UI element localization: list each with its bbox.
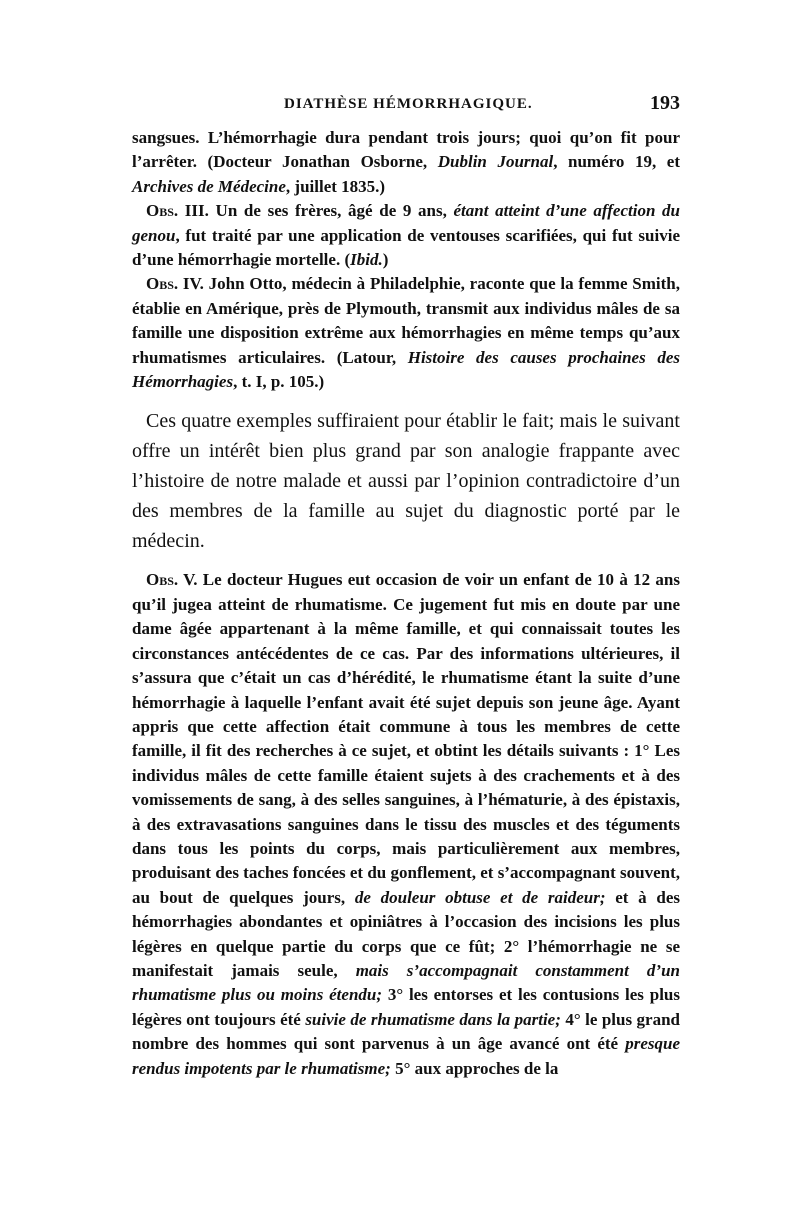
page-number: 193 xyxy=(650,92,680,114)
continuation-paragraph: sangsues. L’hémorrhagie dura pendant trois jours; quoi qu’on fit pour l’arrêter. (Docteur Jonathan Osborne, Dublin Journal, numéro 19, et Archives de Médecine, juillet 1835.) xyxy=(132,128,680,196)
observation-label: Obs. V. xyxy=(146,570,198,590)
main-paragraph: Ces quatre exemples suffiraient pour établir le fait; mais le suivant offre un intérêt bien plus grand par son analogie frappante avec l’histoire de notre malade et aussi par l’opinion contradictoire d’un des membres de la famille au sujet du diagnostic porté par le médecin. xyxy=(132,410,680,553)
page-header xyxy=(132,92,680,122)
page-body xyxy=(132,126,680,1081)
observation-5-block xyxy=(132,568,680,1081)
observation-3: Obs. III. Un de ses frères, âgé de 9 ans, étant atteint d’une affection du genou, fut traité par une application de ventouses scarifiées, qui fut suivie d’une hémorrhagie mortelle. (Ibid.) xyxy=(132,201,681,270)
observation-label: Obs. IV. xyxy=(146,274,204,294)
observations-block xyxy=(132,126,680,394)
observation-4: Obs. IV. John Otto, médecin à Philadelphie, raconte que la femme Smith, établie en Amérique, près de Plymouth, transmit aux individus mâles de sa famille une disposition extrême aux hémorrhagies en même temps qu’aux rhumatismes articulaires. (Latour, Histoire des causes prochaines des Hémorrhagies, t. I, p. 105.) xyxy=(132,274,680,392)
observation-5: Obs. V. Le docteur Hugues eut occasion de voir un enfant de 10 à 12 ans qu’il jugea atteint de rhumatisme. Ce jugement fut mis en doute par une dame âgée appartenant à la même famille, et qui connaissait toutes les circonstances antécédentes de ce cas. Par des informations ultérieures, il s’assura que c’était un cas d’hérédité, le rhumatisme étant la suite d’une hémorrhagie à laquelle l’enfant avait été sujet depuis son jeune âge. Ayant appris que cette affection était commune à tous les membres de cette famille, il fit des recherches à ce sujet, et obtint les détails suivants : 1° Les individus mâles de cette famille étaient sujets à des crachements et à des vomissements de sang, à des selles sanguines, à l’hématurie, à des épistaxis, à des extravasations sanguines dans le tissu des muscles et des téguments dans tous les points du corps, mais particulièrement aux membres, produisant des taches foncées et du gonflement, et s’accompagnant souvent, au bout de quelques jours, de douleur obtuse et de raideur; et à des hémorrhagies abondantes et opiniâtres à l’occasion des incisions les plus légères en quelque partie du corps que ce fût; 2° l’hémorrhagie ne se manifestait jamais seule, mais s’accompagnait constamment d’un rhumatisme plus ou moins étendu; 3° les entorses et les contusions les plus légères ont toujours été suivie de rhumatisme dans la partie; 4° le plus grand nombre des hommes qui sont parvenus à un âge avancé ont été presque rendus impotents par le rhumatisme; 5° aux approches de la xyxy=(132,570,680,1078)
observation-label: Obs. III. xyxy=(146,201,209,221)
running-title: DIATHÈSE HÉMORRHAGIQUE. xyxy=(284,96,533,112)
